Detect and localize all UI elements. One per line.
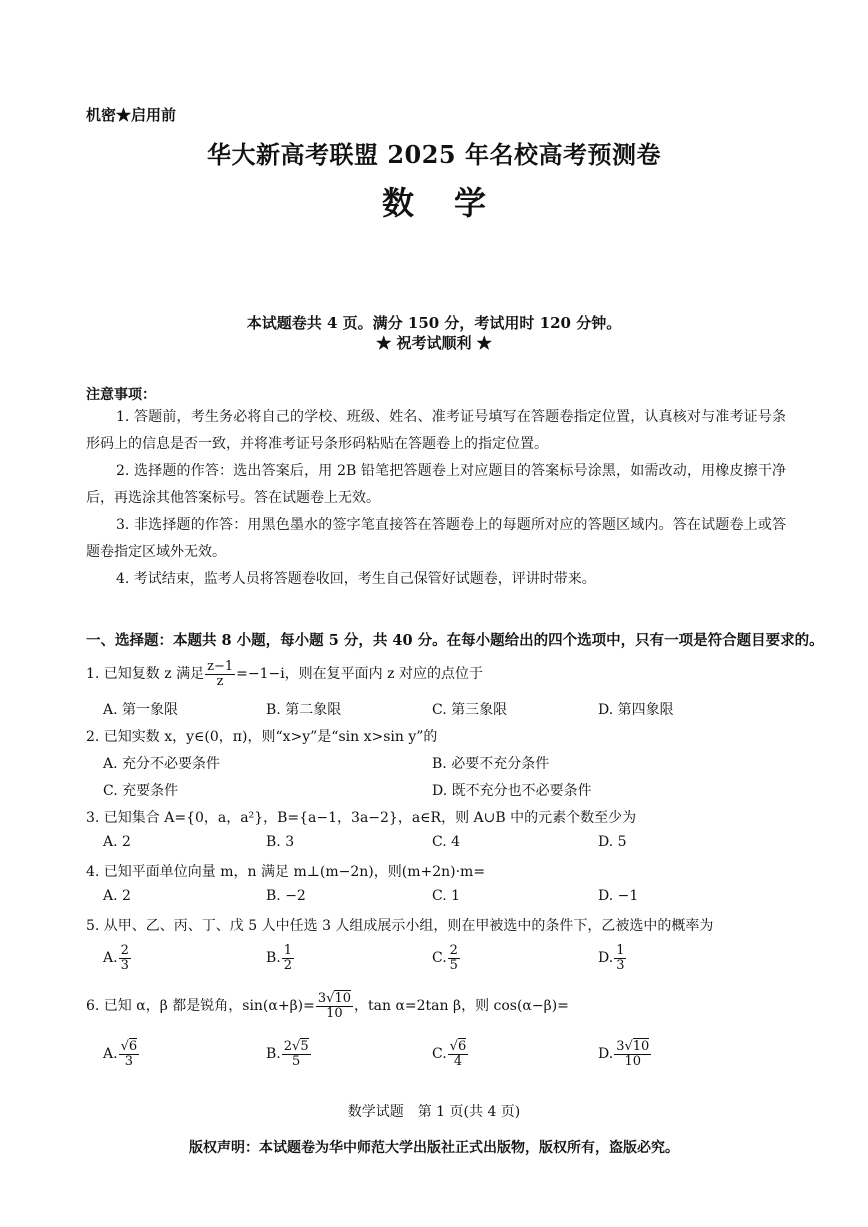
fraction-denominator: 3	[616, 957, 625, 973]
option-c: C. 4	[432, 834, 461, 850]
radicand: 6	[457, 1039, 467, 1054]
fraction-denominator: 4	[453, 1053, 463, 1069]
fraction-denominator: z	[216, 673, 224, 689]
option-d: D. 5	[598, 834, 627, 850]
note-item: 2. 选择题的作答：选出答案后，用 2B 铅笔把答题卷上对应题目的答案标号涂黑，如需改动，用橡皮擦干净后，再选涂其他答案标号。答在试题卷上无效。	[86, 463, 786, 506]
option-label: B.	[266, 950, 281, 967]
good-luck-line: ★ 祝考试顺利 ★	[376, 334, 492, 352]
fraction-numerator: 2	[449, 943, 458, 958]
option-a	[103, 1040, 140, 1068]
option-fraction	[119, 1040, 140, 1068]
radical-coefficient: 3	[317, 991, 327, 1006]
option-label: D.	[598, 1046, 614, 1063]
option-c: C. 充要条件	[103, 783, 179, 799]
option-label: A.	[103, 1046, 118, 1063]
radicand: 10	[632, 1039, 650, 1054]
fraction-denominator: 3	[124, 1053, 133, 1069]
option-a: A. 第一象限	[103, 702, 179, 718]
subject-title: 数学	[381, 184, 526, 222]
option-b	[266, 944, 295, 972]
option-b: B. 必要不充分条件	[432, 756, 550, 772]
note-item: 3. 非选择题的作答：用黑色墨水的签字笔直接答在答题卷上的每题所对应的答题区域内。答在试题卷上或答题卷指定区域外无效。	[86, 517, 786, 560]
option-fraction	[282, 944, 294, 972]
option-label: C.	[432, 950, 447, 967]
question-2: 2. 已知实数 x，y∈(0，π)，则“x>y”是“sin x>sin y”的	[86, 729, 438, 745]
option-d: D. −1	[598, 888, 639, 904]
note-item: 1. 答题前，考生务必将自己的学校、班级、姓名、准考证号填写在答题卷指定位置，认真核对与准考证号条形码上的信息是否一致，并将准考证号条形码粘贴在答题卷上的指定位置。	[86, 409, 786, 452]
option-c	[432, 944, 461, 972]
option-b	[266, 1040, 312, 1068]
question-6-suffix: ，tan α=2tan β，则 cos(α−β)=	[354, 998, 569, 1015]
option-c: C. 第三象限	[432, 702, 508, 718]
question-6-fraction	[316, 992, 353, 1020]
option-b: B. 3	[266, 834, 295, 850]
question-1-prefix: 1. 已知复数 z 满足	[86, 666, 205, 683]
note-item: 4. 考试结束，监考人员将答题卷收回，考生自己保管好试题卷，评讲时带来。	[116, 571, 596, 587]
fraction-numerator: z−1	[207, 659, 234, 674]
option-b: B. −2	[266, 888, 306, 904]
fraction-denominator: 5	[449, 957, 458, 973]
fraction-denominator: 10	[326, 1005, 343, 1021]
option-d: D. 第四象限	[598, 702, 674, 718]
fraction-numerator: √6	[449, 1039, 467, 1054]
question-4: 4. 已知平面单位向量 m，n 满足 m⊥(m−2n)，则(m+2n)·m=	[86, 864, 486, 880]
question-5: 5. 从甲、乙、丙、丁、戊 5 人中任选 3 人组成展示小组，则在甲被选中的条件下，乙被选中的概率为	[86, 918, 714, 934]
option-fraction	[614, 944, 626, 972]
notes-heading: 注意事项：	[86, 387, 156, 403]
option-fraction	[282, 1040, 311, 1068]
fraction-numerator: √6	[120, 1039, 138, 1054]
question-6-prefix: 6. 已知 α，β 都是锐角，sin(α+β)=	[86, 998, 315, 1015]
radical-coefficient: 3	[616, 1039, 625, 1054]
section-heading: 一、选择题：本题共 8 小题，每小题 5 分，共 40 分。在每小题给出的四个选项中，只有一项是符合题目要求的。	[86, 632, 824, 649]
radicand: 5	[300, 1039, 309, 1054]
fraction-denominator: 5	[292, 1053, 301, 1069]
fraction-numerator: 3√10	[317, 991, 351, 1006]
option-a: A. 2	[103, 834, 131, 850]
fraction-numerator: 1	[616, 943, 625, 958]
option-label: B.	[266, 1046, 281, 1063]
option-d	[598, 944, 627, 972]
fraction-denominator: 2	[283, 957, 293, 973]
confidential-label: 机密★启用前	[86, 106, 177, 124]
option-label: A.	[103, 950, 118, 967]
radicand: 10	[334, 991, 351, 1006]
option-fraction	[448, 1040, 469, 1068]
question-6	[86, 992, 569, 1020]
fraction-denominator: 10	[624, 1053, 642, 1069]
option-fraction	[614, 1040, 651, 1068]
page-footer: 数学试题 第 1 页(共 4 页)	[347, 1104, 521, 1120]
option-d	[598, 1040, 652, 1068]
question-1-fraction	[205, 660, 235, 688]
fraction-numerator: 2	[120, 943, 129, 958]
option-label: C.	[432, 1046, 447, 1063]
fraction-numerator: 2√5	[283, 1039, 309, 1054]
option-c	[432, 1040, 469, 1068]
fraction-denominator: 3	[120, 957, 129, 973]
option-a: A. 充分不必要条件	[103, 756, 221, 772]
fraction-numerator: 3√10	[616, 1039, 650, 1054]
option-d: D. 既不充分也不必要条件	[432, 783, 592, 799]
question-3: 3. 已知集合 A={0，a，a²}，B={a−1，3a−2}，a∈R，则 A∪B 中的元素个数至少为	[86, 810, 637, 826]
radicand: 6	[128, 1039, 138, 1054]
radical-coefficient: 2	[283, 1039, 293, 1054]
exam-info: 本试题卷共 4 页。满分 150 分，考试用时 120 分钟。	[246, 314, 622, 332]
option-c: C. 1	[432, 888, 461, 904]
option-fraction	[119, 944, 131, 972]
option-b: B. 第二象限	[266, 702, 342, 718]
option-a: A. 2	[103, 888, 131, 904]
fraction-numerator: 1	[283, 943, 293, 958]
option-label: D.	[598, 950, 614, 967]
copyright-notice: 版权声明：本试题卷为华中师范大学出版社正式出版物，版权所有，盗版必究。	[189, 1140, 679, 1156]
option-fraction	[448, 944, 460, 972]
exam-title: 华大新高考联盟 2025 年名校高考预测卷	[206, 140, 661, 169]
question-1	[86, 660, 483, 688]
option-a	[103, 944, 132, 972]
question-1-suffix: =−1−i，则在复平面内 z 对应的点位于	[236, 666, 483, 683]
